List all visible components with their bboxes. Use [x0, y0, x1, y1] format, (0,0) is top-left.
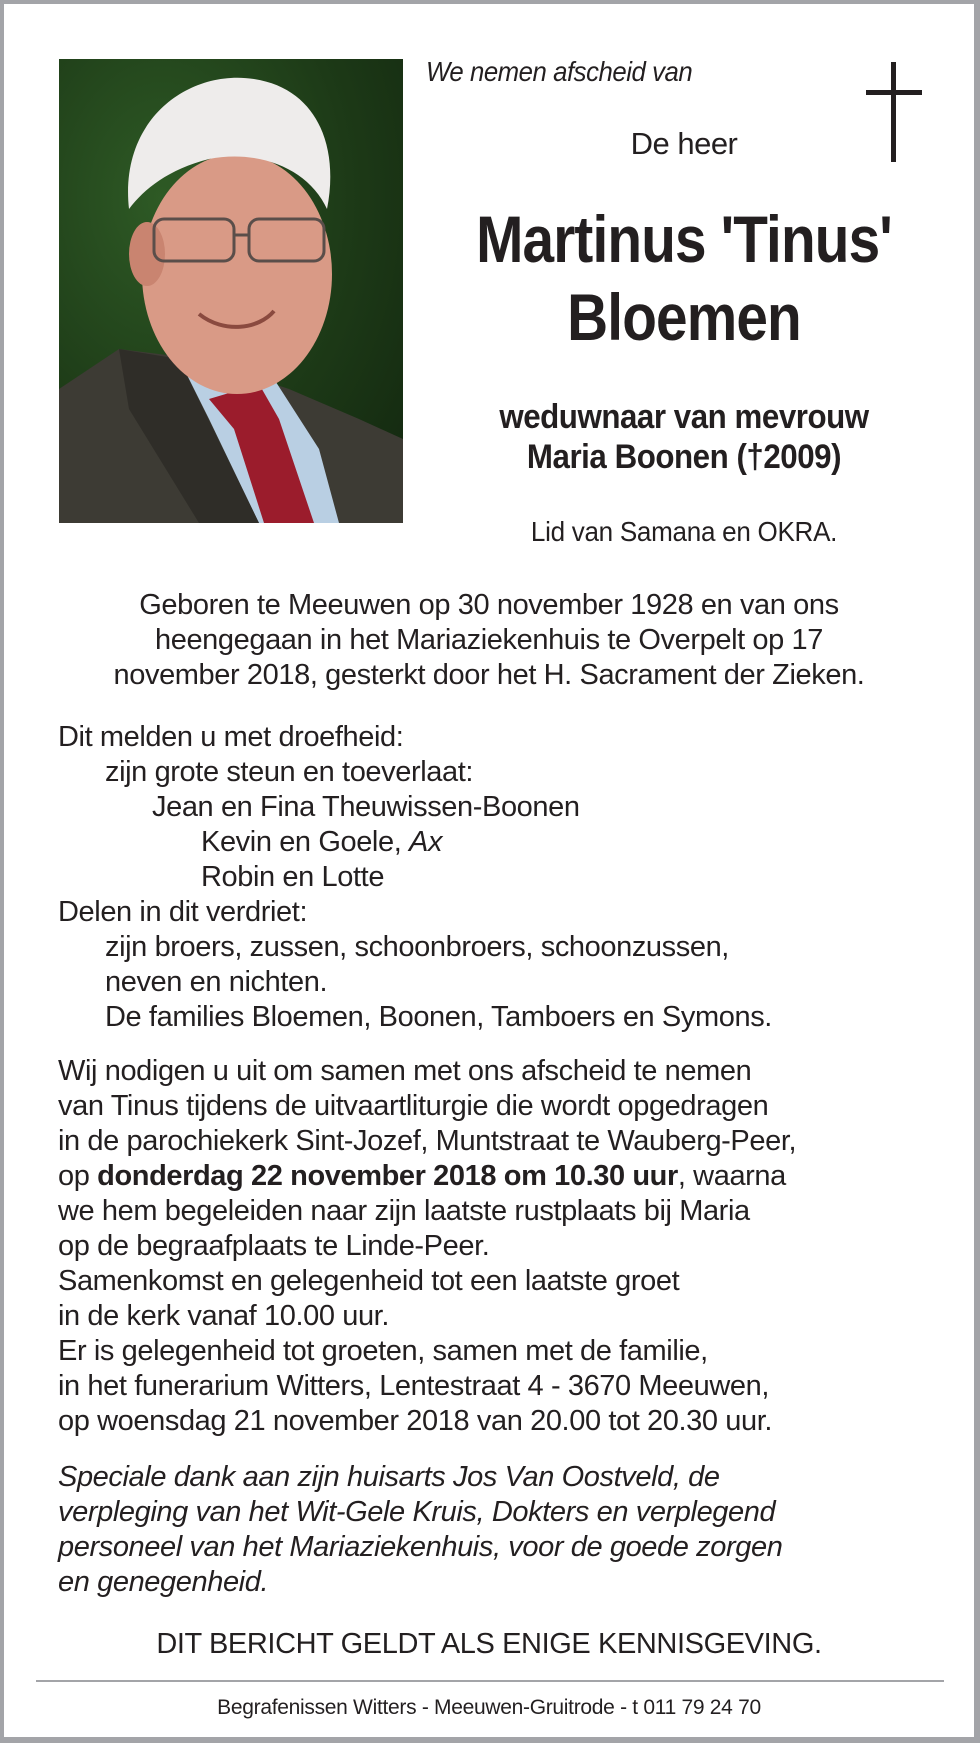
thanks-line: verpleging van het Wit-Gele Kruis, Dokters en verplegend — [58, 1496, 776, 1528]
share-line: neven en nichten. — [105, 966, 328, 998]
share-line: zijn broers, zussen, schoonbroers, schoonzussen, — [105, 931, 729, 963]
funeral-home-footer: Begrafenissen Witters - Meeuwen-Gruitrode - t 011 79 24 70 — [217, 1696, 761, 1719]
grandchild-entry: Robin en Lotte — [201, 861, 385, 893]
widower-of — [454, 397, 914, 477]
birth-line: heengegaan in het Mariaziekenhuis te Overpelt op 17 — [154, 624, 823, 656]
invite-line: Wij nodigen u uit om samen met ons afscheid te nemen — [58, 1055, 752, 1087]
obituary-card — [4, 4, 974, 1737]
funeral-invitation — [58, 1054, 958, 1439]
birth-line: Geboren te Meeuwen op 30 november 1928 en van ons — [139, 589, 839, 621]
share-line: De families Bloemen, Boonen, Tamboers en Symons. — [105, 1001, 772, 1033]
invite-line-date — [58, 1159, 958, 1194]
invite-text: , waarna — [677, 1160, 786, 1192]
invite-line: in het funerarium Witters, Lentestraat 4 - 3670 Meeuwen, — [58, 1370, 770, 1402]
title-prefix: De heer — [630, 126, 738, 161]
notice-text: DIT BERICHT GELDT ALS ENIGE KENNISGEVING. — [156, 1628, 822, 1660]
grandchild-names: Kevin en Goele, — [201, 826, 410, 858]
support-names: Jean en Fina Theuwissen-Boonen — [152, 791, 580, 823]
name-line-1: Martinus 'Tinus' — [476, 202, 892, 276]
invite-line: we hem begeleiden naar zijn laatste rustplaats bij Maria — [58, 1195, 750, 1227]
footer-divider — [36, 1680, 944, 1682]
name-line-2: Bloemen — [567, 280, 801, 354]
membership-text: Lid van Samana en OKRA. — [530, 516, 838, 547]
invite-line: op de begraafplaats te Linde-Peer. — [58, 1230, 490, 1262]
birth-line: november 2018, gesterkt door het H. Sacrament der Zieken. — [113, 659, 865, 691]
portrait-illustration — [59, 59, 403, 523]
widow-line-2: Maria Boonen (†2009) — [526, 438, 842, 476]
invite-line: van Tinus tijdens de uitvaartliturgie die wordt opgedragen — [58, 1090, 769, 1122]
thanks-line: en genegenheid. — [58, 1566, 269, 1598]
announce-label: Dit melden u met droefheid: — [58, 721, 404, 753]
thanks-paragraph — [58, 1460, 958, 1600]
funeral-datetime: donderdag 22 november 2018 om 10.30 uur — [97, 1160, 678, 1192]
invite-line: Samenkomst en gelegenheid tot een laatste groet — [58, 1265, 680, 1297]
portrait-photo — [59, 59, 403, 523]
intro-text: We nemen afscheid van — [426, 56, 693, 87]
invite-line: Er is gelegenheid tot groeten, samen met de familie, — [58, 1335, 708, 1367]
grandchild-entry — [58, 825, 958, 860]
invite-line: in de kerk vanaf 10.00 uur. — [58, 1300, 389, 1332]
thanks-line: Speciale dank aan zijn huisarts Jos Van Oostveld, de — [58, 1461, 720, 1493]
birth-death-paragraph — [34, 588, 944, 693]
deceased-name — [469, 200, 899, 356]
great-grandchild-name: Ax — [409, 826, 443, 858]
invite-line: op woensdag 21 november 2018 van 20.00 tot 20.30 uur. — [58, 1405, 773, 1437]
invite-text: op — [58, 1160, 98, 1192]
widow-line-1: weduwnaar van mevrouw — [499, 398, 869, 436]
invite-line: in de parochiekerk Sint-Jozef, Muntstraat te Wauberg-Peer, — [58, 1125, 797, 1157]
family-list — [58, 720, 958, 1035]
thanks-line: personeel van het Mariaziekenhuis, voor de goede zorgen — [58, 1531, 783, 1563]
support-label: zijn grote steun en toeverlaat: — [105, 756, 474, 788]
share-label: Delen in dit verdriet: — [58, 896, 308, 928]
